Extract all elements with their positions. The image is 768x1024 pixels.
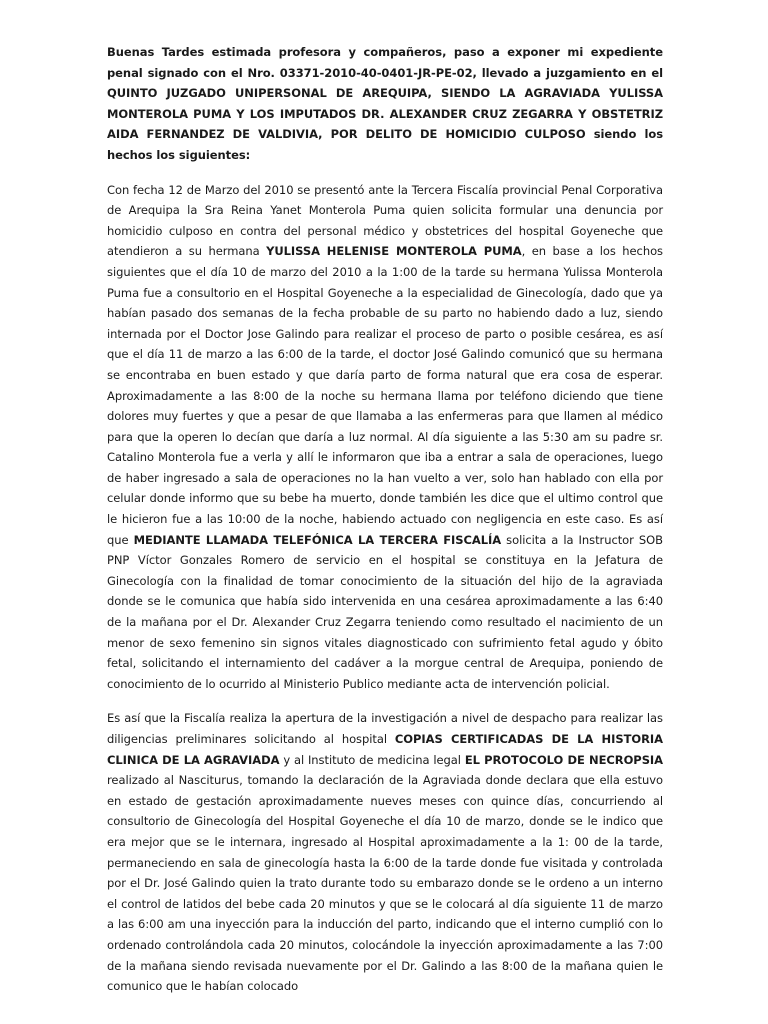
facts-text-1: Con fecha 12 de Marzo del 2010 se presentó ante la Tercera Fiscalía provincial Penal Corporativa de Arequipa la Sra Reina Yanet Monterola Puma quien solicita formular una denuncia por homicidio culposo en contra del personal médico y obstetrices del hospital Goyeneche que atendieron a su hermana — [107, 182, 663, 259]
intro-text: Buenas Tardes estimada profesora y compañeros, paso a exponer mi expediente penal signado con el Nro. 03371-2010-40-0401-JR-PE-02, llevado a juzgamiento en el QUINTO JUZGADO UNIPERSONAL DE AREQUIPA, SIENDO LA AGRAVIADA YULISSA MONTEROLA PUMA Y LOS IMPUTADOS DR. ALEXANDER CRUZ ZEGARRA Y OBSTETRIZ AIDA FERNANDEZ DE VALDIVIA, POR DELITO DE HOMICIDIO CULPOSO siendo los hechos los siguientes: — [107, 45, 663, 162]
facts-text-3: solicita a la Instructor SOB PNP Víctor Gonzales Romero de servicio en el hospital se constituya en la Jefatura de Ginecología con la finalidad de tomar conocimiento de la situación del hijo de la agraviada donde se le comunica que había sido intervenida en una cesárea aproximadamente a las 6:40 de la mañana por el Dr. Alexander Cruz Zegarra teniendo como resultado el nacimiento de un menor de sexo femenino sin signos vitales diagnosticado con sufrimiento fetal agudo y óbito fetal, solicitando el internamiento del cadáver a la morgue central de Arequipa, poniendo de conocimiento de lo ocurrido al Ministerio Publico mediante acta de intervención policial. — [107, 532, 663, 691]
paragraph-intro — [107, 42, 663, 166]
facts-victim-name: YULISSA HELENISE MONTEROLA PUMA — [266, 244, 522, 259]
investigation-text-3: realizado al Nasciturus, tomando la declaración de la Agraviada donde declara que ella estuvo en estado de gestación aproximadamente nueves meses con quince días, concurriendo al consultorio de Ginecología del Hospital Goyeneche el día 10 de marzo, donde se le indico que era mejor que se le internara, ingresado al Hospital aproximadamente a la 1: 00 de la tarde, permaneciendo en sala de ginecología hasta la 6:00 de la tarde donde fue visitada y controlada por el Dr. José Galindo quien la trato durante todo su embarazo donde se le ordeno a un interno el control de latidos del bebe cada 20 minutos y que se le colocará al día siguiente 11 de marzo a las 6:00 am una inyección para la inducción del parto, indicando que el interno cumplió con lo ordenado controlándola cada 20 minutos, colocándole la inyección aproximadamente a las 7:00 de la mañana siendo revisada nuevamente por el Dr. Galindo a las 8:00 de la mañana quien le comunico que le habían colocado — [107, 773, 663, 994]
paragraph-facts — [107, 180, 663, 695]
investigation-necropsy: EL PROTOCOLO DE NECROPSIA — [464, 752, 664, 767]
investigation-text-1: Es así que la Fiscalía realiza la apertura de la investigación a nivel de despacho para realizar las diligencias preliminares solicitando al hospital — [107, 711, 663, 746]
paragraph-investigation — [107, 708, 663, 996]
investigation-clinical-history: COPIAS CERTIFICADAS DE LA HISTORIA CLINICA DE LA AGRAVIADA — [107, 732, 663, 767]
document-body — [107, 42, 663, 1011]
investigation-text-2: y al Instituto de medicina legal — [279, 752, 465, 767]
facts-phone-call: MEDIANTE LLAMADA TELEFÓNICA LA TERCERA FISCALÍA — [133, 532, 502, 547]
facts-text-2: , en base a los hechos siguientes que el día 10 de marzo del 2010 a la 1:00 de la tarde su hermana Yulissa Monterola Puma fue a consultorio en el Hospital Goyeneche a la especialidad de Ginecología, dado que ya habían pasado dos semanas de la fecha probable de su parto no habiendo dado a luz, siendo internada por el Doctor Jose Galindo para realizar el proceso de parto o posible cesárea, es así que el día 11 de marzo a las 6:00 de la tarde, el doctor José Galindo comunicó que su hermana se encontraba en buen estado y que daría parto de forma natural que era cosa de esperar. Aproximadamente a las 8:00 de la noche su hermana llama por teléfono diciendo que tiene dolores muy fuertes y que a pesar de que llamaba a las enfermeras para que llamen al médico para que la operen lo decían que daría a luz normal. Al día siguiente a las 5:30 am su padre sr. Catalino Monterola fue a verla y allí le informaron que iba a entrar a sala de operaciones, luego de haber ingresado a sala de operaciones no la han vuelto a ver, solo han hablado con ella por celular donde informo que su bebe ha muerto, donde también les dice que el ultimo control que le hicieron fue a las 10:00 de la noche, habiendo actuado con negligencia en este caso. Es así que — [107, 244, 663, 547]
